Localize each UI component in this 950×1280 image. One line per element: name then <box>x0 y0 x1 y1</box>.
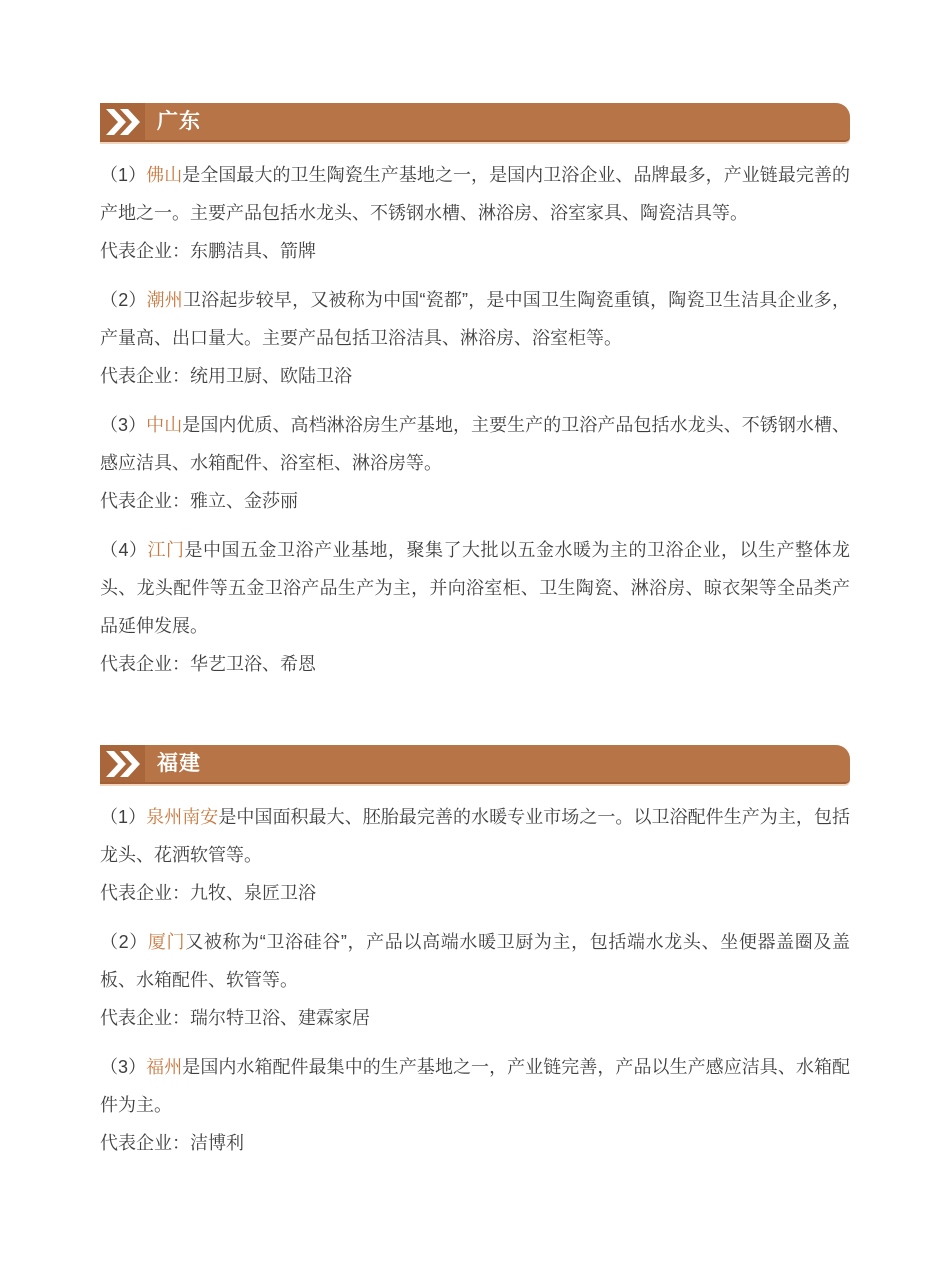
city-name: 中山 <box>146 415 183 435</box>
city-name: 泉州南安 <box>146 807 219 827</box>
description-text: 是中国面积最大、胚胎最完善的水暖专业市场之一。以卫浴配件生产为主，包括龙头、花洒软管等。 <box>100 807 851 865</box>
city-name: 福州 <box>146 1057 183 1077</box>
region-item <box>100 406 850 520</box>
city-name: 潮州 <box>146 290 183 310</box>
city-name: 厦门 <box>147 932 186 952</box>
description-text: 又被称为“卫浴硅谷”，产品以高端水暖卫厨为主，包括端水龙头、坐便器盖圈及盖板、水箱配件、软管等。 <box>100 932 851 990</box>
representative-companies: 代表企业：东鹏洁具、箭牌 <box>100 241 316 261</box>
representative-companies: 代表企业：洁博利 <box>100 1133 244 1153</box>
region-item <box>100 923 850 1037</box>
province-section <box>100 103 850 683</box>
description-text: 卫浴起步较早，又被称为中国“瓷都”，是中国卫生陶瓷重镇，陶瓷卫生洁具企业多，产量高、出口量大。主要产品包括卫浴洁具、淋浴房、浴室柜等。 <box>100 290 851 348</box>
city-name: 江门 <box>147 540 185 560</box>
region-item <box>100 1048 850 1162</box>
section-items <box>100 798 850 1162</box>
description-text: 是中国五金卫浴产业基地，聚集了大批以五金水暖为主的卫浴企业，以生产整体龙头、龙头配件等五金卫浴产品生产为主，并向浴室柜、卫生陶瓷、淋浴房、晾衣架等全品类产品延伸发展。 <box>100 540 850 636</box>
item-index: （4） <box>100 540 148 560</box>
representative-companies: 代表企业：华艺卫浴、希恩 <box>100 654 316 674</box>
region-item <box>100 281 850 395</box>
region-description <box>100 156 850 232</box>
item-index: （3） <box>100 1057 147 1077</box>
item-index: （3） <box>100 415 147 435</box>
province-section <box>100 745 850 1162</box>
region-item <box>100 156 850 270</box>
description-text: 是国内优质、高档淋浴房生产基地，主要生产的卫浴产品包括水龙头、不锈钢水槽、感应洁具、水箱配件、浴室柜、淋浴房等。 <box>100 415 851 473</box>
region-description <box>100 1048 850 1124</box>
section-header-bar <box>100 103 850 142</box>
section-items <box>100 156 850 683</box>
item-index: （1） <box>100 807 147 827</box>
region-description <box>100 281 850 357</box>
item-index: （2） <box>100 932 148 952</box>
region-description <box>100 798 850 874</box>
item-index: （1） <box>100 165 147 185</box>
description-text: 是国内水箱配件最集中的生产基地之一，产业链完善，产品以生产感应洁具、水箱配件为主。 <box>100 1057 851 1115</box>
region-item <box>100 798 850 912</box>
section-title: 福建 <box>157 752 201 775</box>
representative-companies: 代表企业：九牧、泉匠卫浴 <box>100 883 316 903</box>
region-description <box>100 406 850 482</box>
region-description <box>100 923 850 999</box>
city-name: 佛山 <box>146 165 183 185</box>
region-item <box>100 531 850 683</box>
double-chevron-right-icon <box>100 745 145 782</box>
representative-companies: 代表企业：统用卫厨、欧陆卫浴 <box>100 366 352 386</box>
region-description <box>100 531 850 645</box>
representative-companies: 代表企业：瑞尔特卫浴、建霖家居 <box>100 1008 370 1028</box>
double-chevron-right-icon <box>100 103 145 140</box>
section-header-bar <box>100 745 850 784</box>
description-text: 是全国最大的卫生陶瓷生产基地之一，是国内卫浴企业、品牌最多，产业链最完善的产地之一。主要产品包括水龙头、不锈钢水槽、淋浴房、浴室家具、陶瓷洁具等。 <box>100 165 851 223</box>
sections-container <box>100 103 850 1162</box>
item-index: （2） <box>100 290 147 310</box>
representative-companies: 代表企业：雅立、金莎丽 <box>100 491 298 511</box>
section-title: 广东 <box>157 110 201 133</box>
